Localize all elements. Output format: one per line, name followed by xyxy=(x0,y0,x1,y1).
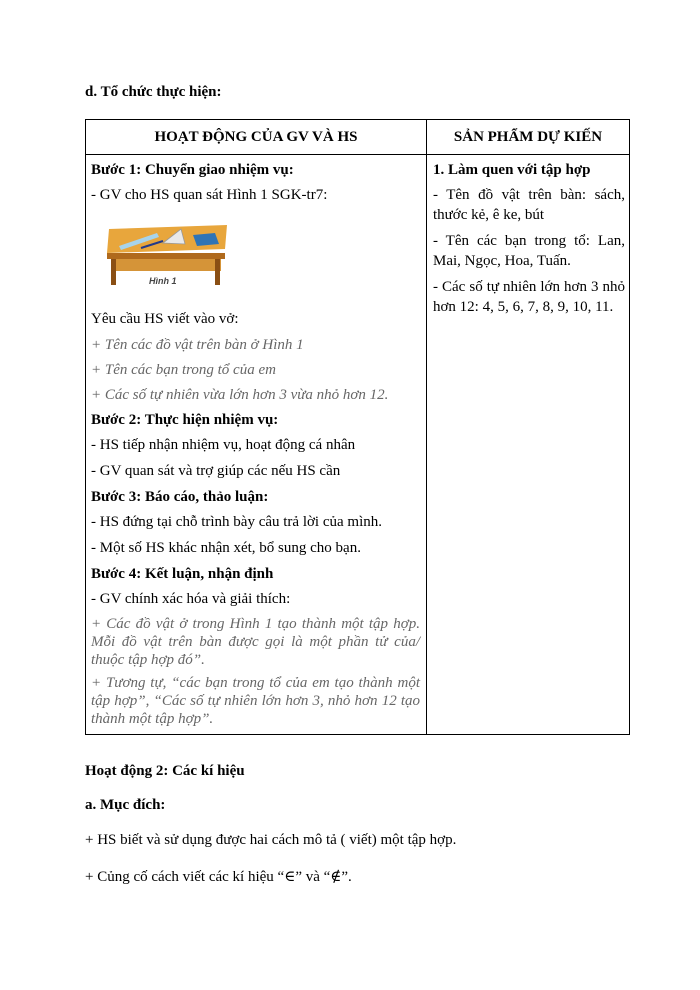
conclusion-item: + Các đồ vật ở trong Hình 1 tạo thành một tập hợp. Mỗi đồ vật trên bàn được gọi là một phần tử của/ thuộc tập hợp đó”. xyxy=(91,616,420,668)
desk-leg-left xyxy=(111,259,116,285)
desk-illustration xyxy=(101,215,231,287)
purpose-line: + HS biết và sử dụng được hai cách mô tả ( viết) một tập hợp. xyxy=(85,832,457,848)
desk-edge xyxy=(107,253,225,259)
product-title: 1. Làm quen với tập hợp xyxy=(433,162,591,178)
step4-line: - GV chính xác hóa và giải thích: xyxy=(91,591,291,607)
activity-table xyxy=(85,119,630,735)
section-heading: d. Tổ chức thực hiện: xyxy=(85,84,222,100)
book-icon xyxy=(193,233,219,246)
step3-line: - HS đứng tại chỗ trình bày câu trả lời của mình. xyxy=(91,514,382,530)
step1-line: - GV cho HS quan sát Hình 1 SGK-tr7: xyxy=(91,187,328,203)
request-item: + Tên các bạn trong tổ của em xyxy=(91,362,276,378)
header-product: SẢN PHẨM DỰ KIẾN xyxy=(427,120,630,155)
step3-title: Bước 3: Báo cáo, thảo luận: xyxy=(91,489,269,505)
purpose-title: a. Mục đích: xyxy=(85,797,166,813)
step3-line: - Một số HS khác nhận xét, bổ sung cho bạn. xyxy=(91,540,361,556)
product-cell xyxy=(427,155,630,735)
request-item: + Tên các đồ vật trên bàn ở Hình 1 xyxy=(91,337,304,353)
conclusion-item: + Tương tự, “các bạn trong tổ của em tạo thành một tập hợp”, “Các số tự nhiên lớn hơn 3, nhỏ hơn 12 tạo thành một tập hợp”. xyxy=(91,675,420,727)
step1-title: Bước 1: Chuyển giao nhiệm vụ: xyxy=(91,162,294,178)
product-line: - Tên đồ vật trên bàn: sách, thước kẻ, ê ke, bút xyxy=(433,187,625,223)
step4-title: Bước 4: Kết luận, nhận định xyxy=(91,566,274,582)
activity-2-title: Hoạt động 2: Các kí hiệu xyxy=(85,763,245,779)
product-line: - Tên các bạn trong tổ: Lan, Mai, Ngọc, Hoa, Tuấn. xyxy=(433,233,625,269)
desk-shelf xyxy=(111,259,221,271)
request-item: + Các số tự nhiên vừa lớn hơn 3 vừa nhỏ hơn 12. xyxy=(91,387,389,403)
step2-title: Bước 2: Thực hiện nhiệm vụ: xyxy=(91,412,279,428)
request-text: Yêu cầu HS viết vào vở: xyxy=(91,311,239,327)
purpose-line: + Củng cố cách viết các kí hiệu “∈” và “∉”. xyxy=(85,869,352,885)
step2-line: - GV quan sát và trợ giúp các nếu HS cần xyxy=(91,463,341,479)
figure-caption: Hình 1 xyxy=(149,276,177,286)
table-header-row xyxy=(86,120,630,155)
header-activity: HOẠT ĐỘNG CỦA GV VÀ HS xyxy=(86,120,427,155)
product-line: - Các số tự nhiên lớn hơn 3 nhỏ hơn 12: 4, 5, 6, 7, 8, 9, 10, 11. xyxy=(433,279,625,315)
activity-cell xyxy=(86,155,427,735)
step2-line: - HS tiếp nhận nhiệm vụ, hoạt động cá nhân xyxy=(91,437,356,453)
table-row xyxy=(86,155,630,735)
desk-leg-right xyxy=(215,259,220,285)
